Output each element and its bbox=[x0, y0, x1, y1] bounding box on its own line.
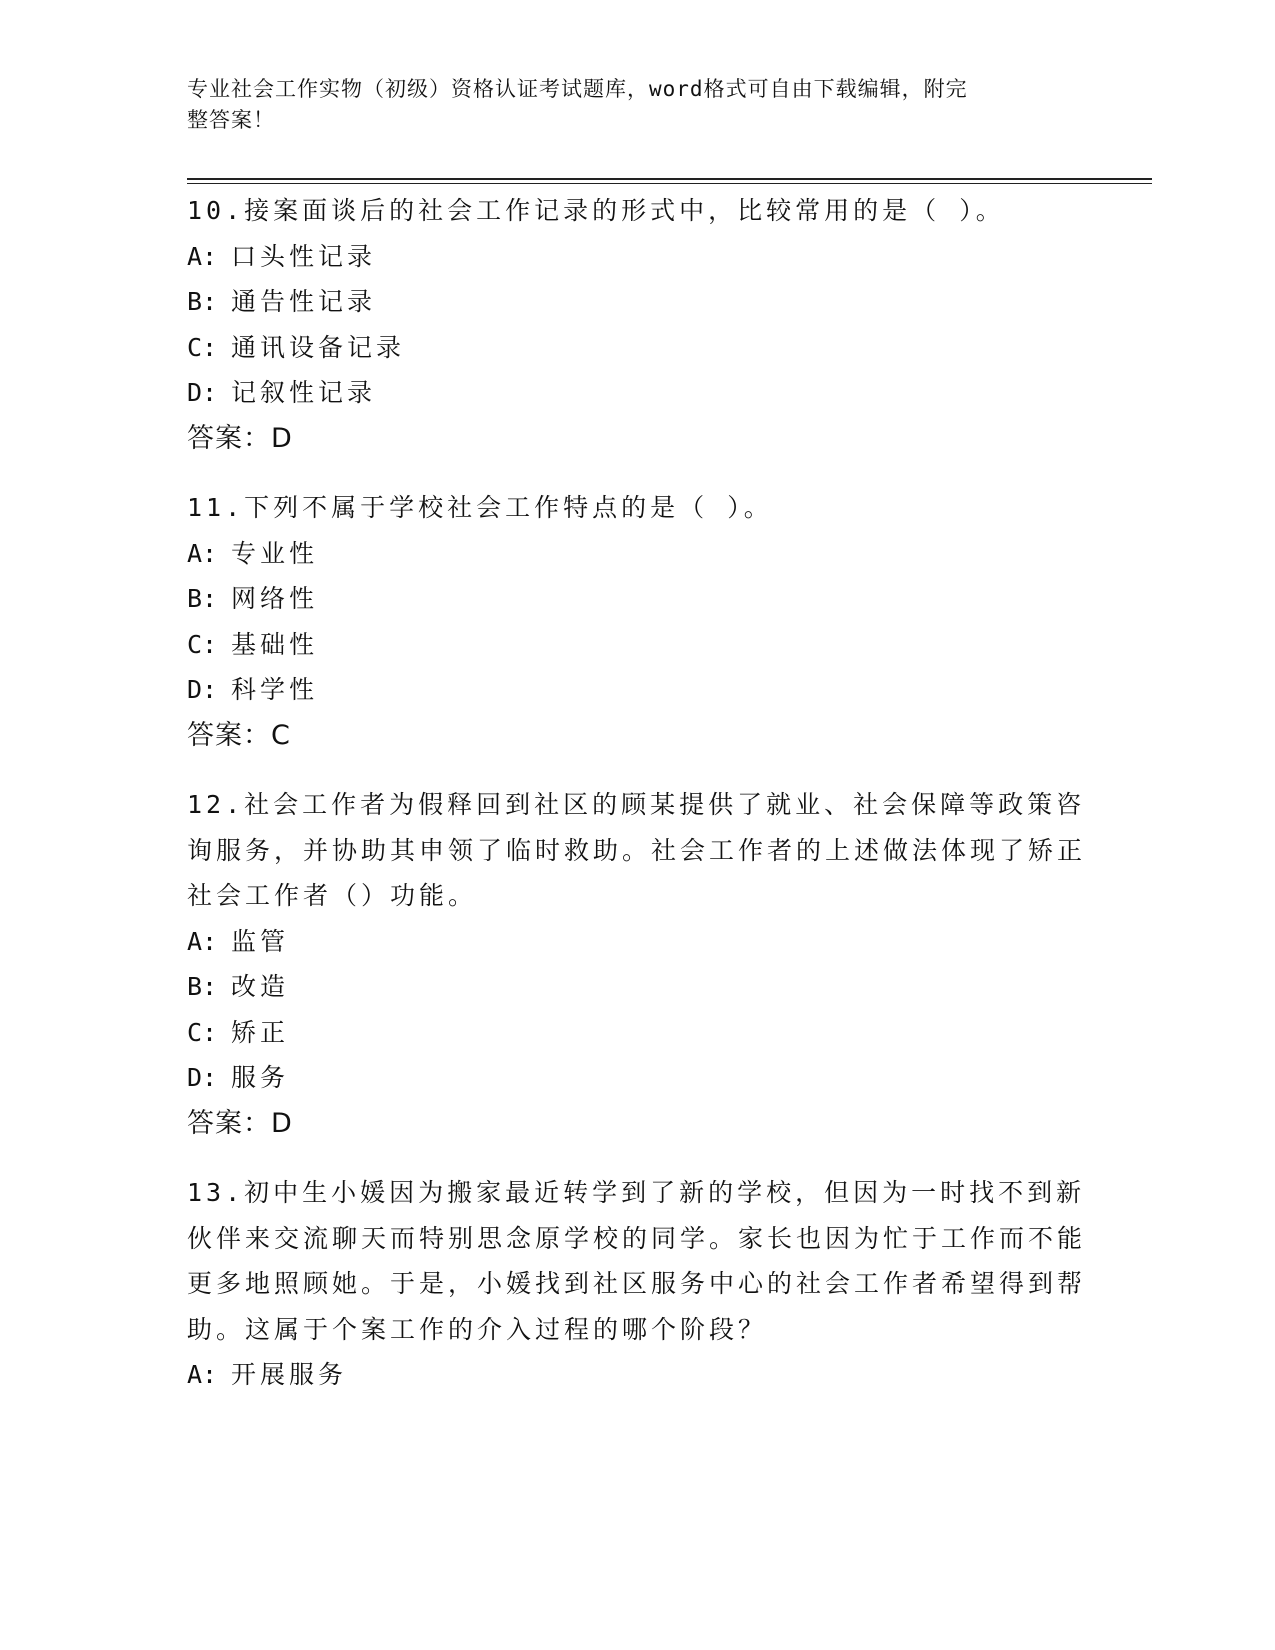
option-key: C: bbox=[187, 1017, 218, 1047]
option-text: 口头性记录 bbox=[231, 241, 377, 271]
option-c bbox=[187, 325, 1087, 371]
option-d bbox=[187, 1055, 1087, 1101]
option-key: A: bbox=[187, 1360, 218, 1389]
answer-line: 答案：D bbox=[187, 1107, 293, 1139]
option-text: 基础性 bbox=[231, 629, 319, 659]
option-text: 监管 bbox=[231, 926, 290, 956]
option-text: 记叙性记录 bbox=[231, 378, 377, 407]
option-key: D: bbox=[187, 675, 218, 704]
answer-line: 答案：D bbox=[187, 422, 293, 454]
question-12 bbox=[187, 782, 1087, 1146]
question-list bbox=[187, 188, 1087, 1422]
document-header bbox=[187, 74, 1067, 136]
option-text: 通告性记录 bbox=[231, 287, 377, 316]
question-13 bbox=[187, 1170, 1087, 1398]
option-a bbox=[187, 919, 1087, 965]
option-text: 服务 bbox=[231, 1063, 290, 1092]
header-divider-thick bbox=[187, 178, 1152, 180]
question-10 bbox=[187, 188, 1087, 461]
question-text: 12.社会工作者为假释回到社区的顾某提供了就业、社会保障等政策咨询服务，并协助其申领了临时救助。社会工作者的上述做法体现了矫正社会工作者（）功能。 bbox=[187, 790, 1087, 910]
option-a bbox=[187, 531, 1087, 577]
option-key: A: bbox=[187, 926, 218, 956]
option-c bbox=[187, 1010, 1087, 1056]
header-line-2: 整答案！ bbox=[187, 108, 275, 132]
question-11 bbox=[187, 485, 1087, 758]
option-c bbox=[187, 622, 1087, 668]
question-text: 11.下列不属于学校社会工作特点的是（ ）。 bbox=[187, 493, 773, 522]
option-key: C: bbox=[187, 332, 218, 362]
option-text: 矫正 bbox=[231, 1017, 290, 1047]
option-key: D: bbox=[187, 1063, 218, 1092]
option-b bbox=[187, 964, 1087, 1010]
option-key: D: bbox=[187, 378, 218, 407]
option-d bbox=[187, 667, 1087, 713]
option-text: 专业性 bbox=[231, 538, 319, 568]
answer-line: 答案：C bbox=[187, 719, 291, 751]
option-key: C: bbox=[187, 629, 218, 659]
option-text: 改造 bbox=[231, 972, 290, 1001]
header-line-1: 专业社会工作实物（初级）资格认证考试题库，word格式可自由下载编辑，附完 bbox=[187, 77, 968, 101]
option-key: B: bbox=[187, 584, 218, 613]
header-divider-thin bbox=[187, 183, 1152, 184]
option-key: A: bbox=[187, 538, 218, 568]
option-key: B: bbox=[187, 287, 218, 316]
question-text: 13.初中生小媛因为搬家最近转学到了新的学校，但因为一时找不到新伙伴来交流聊天而特别思念原学校的同学。家长也因为忙于工作而不能更多地照顾她。于是，小媛找到社区服务中心的社会工作者希望得到帮助。这属于个案工作的介入过程的哪个阶段？ bbox=[187, 1178, 1087, 1344]
option-text: 通讯设备记录 bbox=[231, 332, 406, 362]
option-a bbox=[187, 234, 1087, 280]
option-key: B: bbox=[187, 972, 218, 1001]
option-text: 网络性 bbox=[231, 584, 319, 613]
option-d bbox=[187, 370, 1087, 416]
option-text: 开展服务 bbox=[231, 1360, 348, 1389]
option-key: A: bbox=[187, 241, 218, 271]
option-b bbox=[187, 576, 1087, 622]
option-a bbox=[187, 1352, 1087, 1398]
option-text: 科学性 bbox=[231, 675, 319, 704]
option-b bbox=[187, 279, 1087, 325]
question-text: 10.接案面谈后的社会工作记录的形式中，比较常用的是（ ）。 bbox=[187, 196, 1005, 225]
